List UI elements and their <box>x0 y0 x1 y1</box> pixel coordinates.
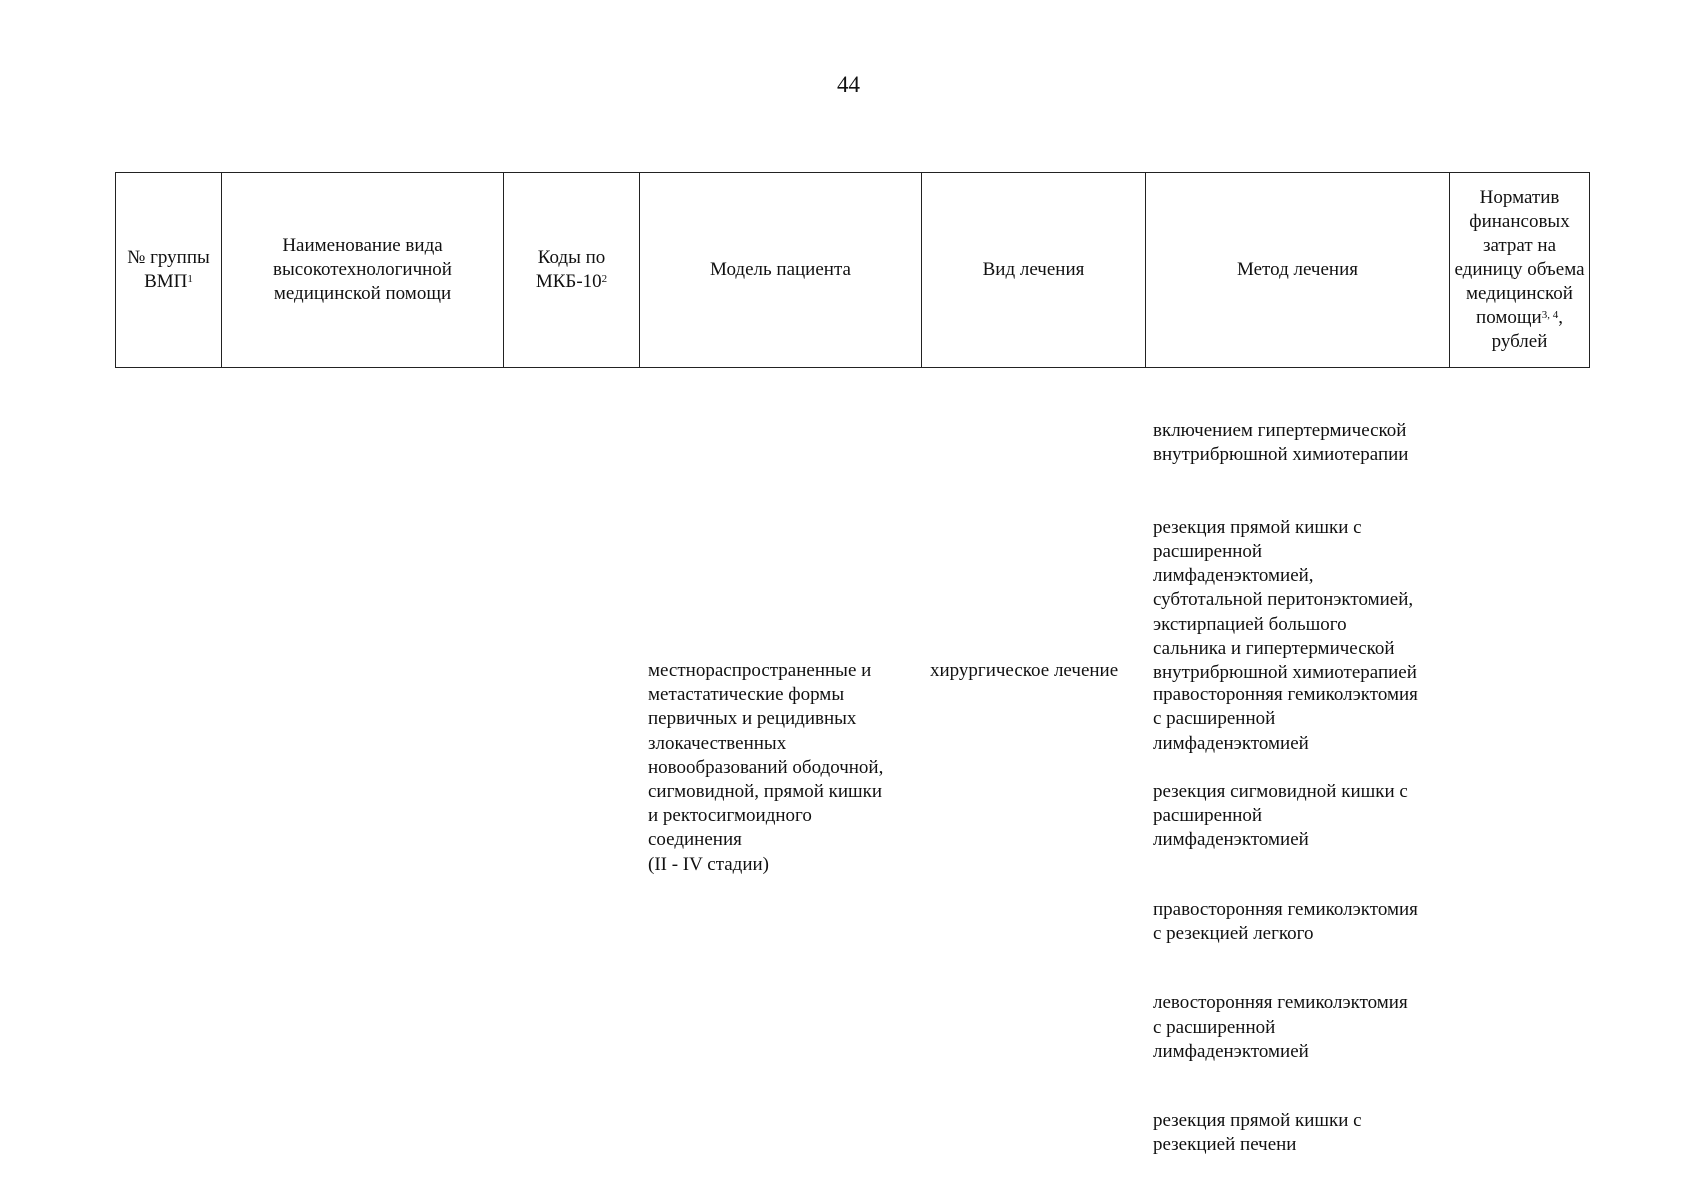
treatment-methods-cell <box>1153 659 1453 1182</box>
page-number: 44 <box>837 72 860 97</box>
patient-model-cell: местнораспространенные и метастатические формы первичных и рецидивных злокачественных новообразований ободочной, сигмовидной, прямой кишки и ректосигмоидного соединения (II - IV стадии) <box>648 660 884 875</box>
method-item: резекция прямой кишки с резекцией печени <box>1153 1110 1362 1156</box>
header-treatment-method: Метод лечения <box>1146 173 1450 368</box>
header-patient-model: Модель пациента <box>640 173 922 368</box>
header-icd-codes: Коды по МКБ-$10^2$ <box>504 173 640 368</box>
method-item: правосторонняя гемиколэктомия с резекцией легкого <box>1153 898 1418 945</box>
header-group-number: № группы ВМП$^1$ <box>116 173 222 368</box>
method-item: резекция сигмовидной кишки с расширенной лимфаденэктомией <box>1153 781 1408 851</box>
table-header <box>115 172 1590 368</box>
method-item: резекция прямой кишки с расширенной лимфаденэктомией, субтотальной перитонэктомией, экстирпацией большого сальника и гипертермической внутрибрюшной химиотерапией <box>1153 516 1417 684</box>
treatment-type-cell: хирургическое лечение <box>930 660 1119 681</box>
method-item: левосторонняя гемиколэктомия с расширенной лимфаденэктомией <box>1153 992 1408 1062</box>
method-item: включением гипертермической внутрибрюшной химиотерапии <box>1153 420 1409 466</box>
header-cost-norm: Норматив финансовых затрат на единицу объема медицинской помощи$^{3, 4}$, рублей <box>1450 173 1590 368</box>
method-item: правосторонняя гемиколэктомия с расширенной лимфаденэктомией <box>1153 684 1418 754</box>
header-treatment-type: Вид лечения <box>922 173 1146 368</box>
header-care-type-name: Наименование вида высокотехнологичной медицинской помощи <box>222 173 504 368</box>
